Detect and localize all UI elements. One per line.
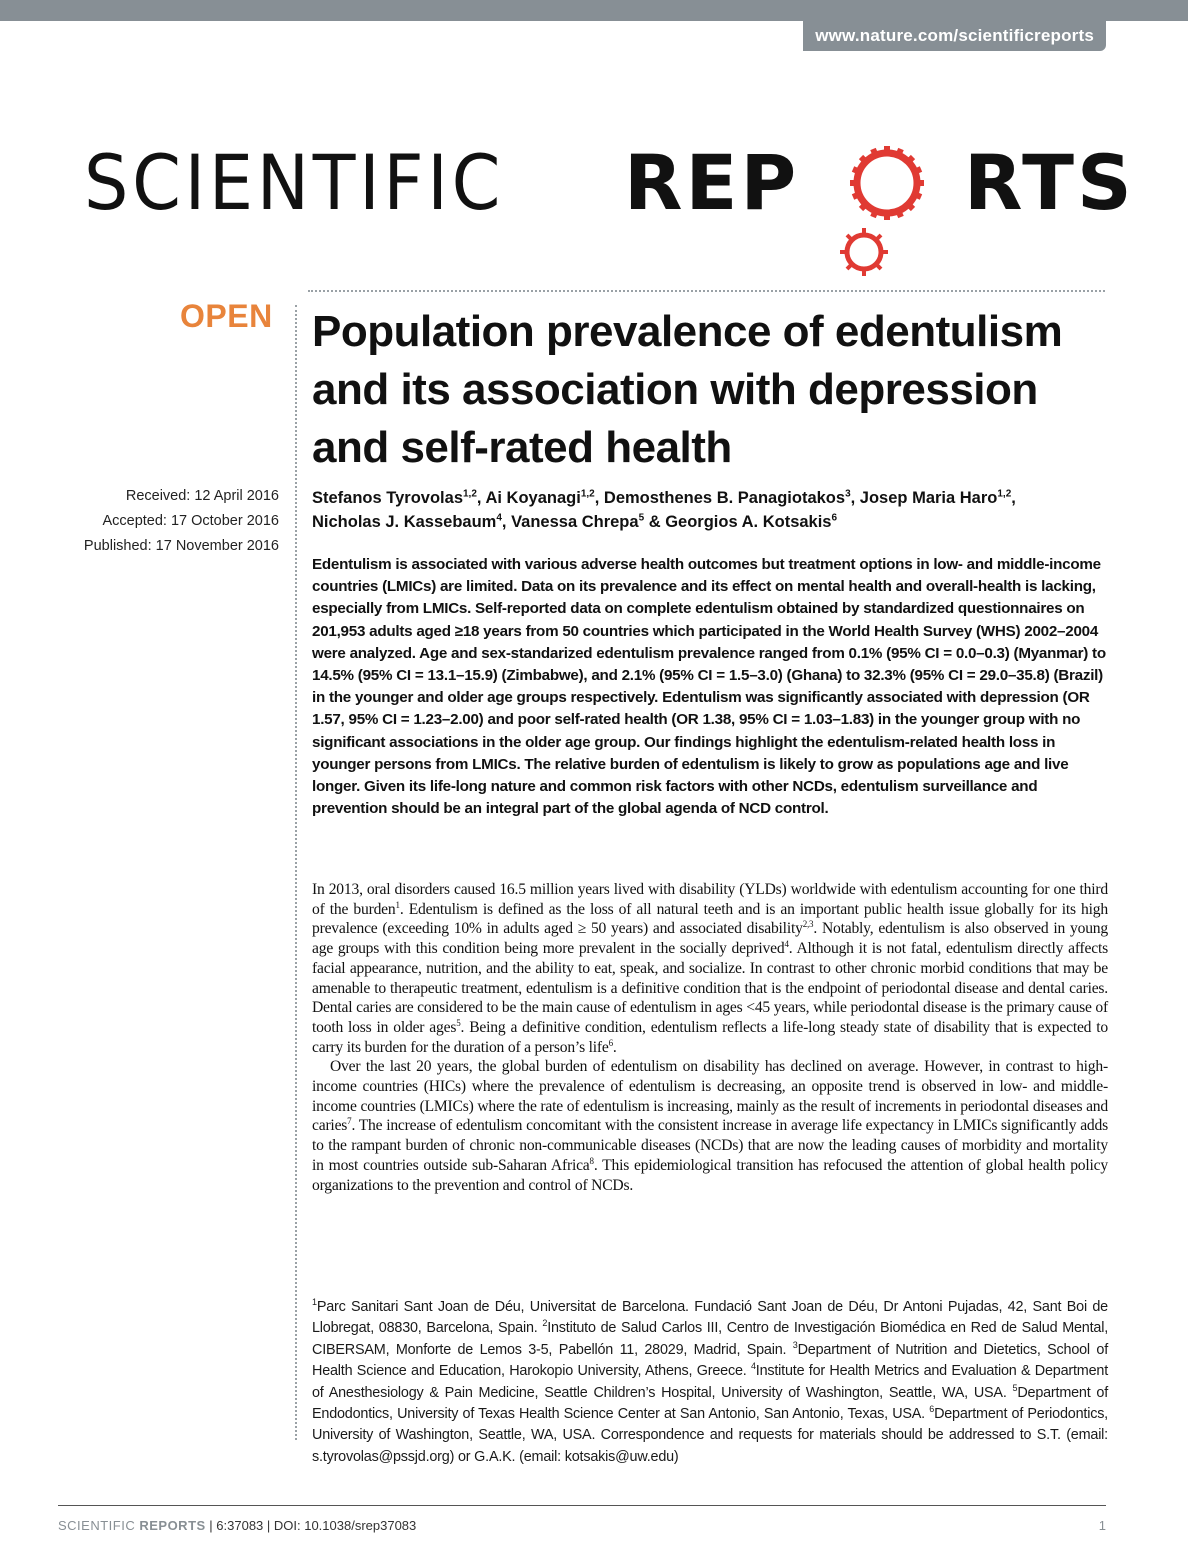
article-title: Population prevalence of edentulism and its association with depression and self-rated health (312, 307, 1063, 472)
affiliation-number: 1 (312, 1297, 317, 1308)
footer-citation: | 6:37083 | DOI: 10.1038/srep37083 (205, 1518, 417, 1533)
citation-ref[interactable]: 8 (589, 1155, 594, 1166)
affiliation-text: Parc Sanitari Sant Joan de Déu, Universitat de Barcelona. Fundació Sant Joan de Déu, Dr Antoni Pujadas, 42, Sant Boi de Llobregat, 08830, Barcelona, Spain. (312, 1299, 1108, 1337)
affiliation-number: 4 (750, 1361, 756, 1372)
received-date: Received: 12 April 2016 (125, 488, 279, 504)
affiliation-text: Institute for Health Metrics and Evaluation & Department of Anesthesiology & Pain Medicine, Seattle Children’s Hospital, University of Washington, Seattle, WA, USA. (312, 1363, 1108, 1401)
body-paragraph: In 2013, oral disorders caused 16.5 million years lived with disability (YLDs) worldwide with edentulism accounting for one third of the burden$^1$. Edentulism is defined as the loss of all natural teeth and is an important public health issue globally for its high prevalence (exceeding 10% in adults aged ≥ 50 years) and associated disability$^{2,3}$. Notably, edentulism is also observed in young age groups with this condition being more prevalent in the socially deprived$^4$. Although it is not fatal, edentulism directly affects facial appearance, nutrition, and the ability to eat, speak, and socialize. In contrast to other chronic morbid conditions that may be amenable to therapeutic treatment, edentulism is a definitive condition that is the endpoint of periodontal disease and dental caries. Dental caries are considered to be the main cause of edentulism in ages <45 years, while periodontal disease is the primary cause of tooth loss in older ages$^5$. Being a definitive condition, edentulism reflects a life-long steady state of disability that is expected to carry its burden for the duration of a person’s life$^6$. (312, 881, 1109, 1056)
top-banner-bar (0, 0, 1188, 21)
author-list: Stefanos Tyrovolas$^{1,2}$, Ai Koyanagi$^{1,2}$, Demosthenes B. Panagiotakos$^3$, Josep Maria Haro$^{1,2}$, Nicholas J. Kassebaum$^4$, Vanessa Chrepa$^5$ & Georgios A. Kotsakis$^6$ (312, 488, 1016, 531)
affiliation-text: Instituto de Salud Carlos III, Centro de Investigación Biomédica en Red de Salud Mental, CIBERSAM, Monforte de Lemos 3-5, Pabellón 11, 28029, Madrid, Spain. (312, 1320, 1108, 1358)
page-number: 1 (1098, 1518, 1106, 1533)
journal-masthead (84, 135, 1135, 230)
citation-ref[interactable]: 7 (347, 1116, 352, 1127)
author-name: Georgios A. Kotsakis (665, 513, 832, 531)
affiliation-text: Department of Nutrition and Dietetics, School of Health Science and Education, Harokopio University, Athens, Greece. (312, 1341, 1108, 1380)
citation-ref[interactable]: 6 (608, 1037, 613, 1048)
affiliation-number: 3 (792, 1340, 798, 1351)
author-affiliation-ref: 5 (638, 512, 645, 524)
body-text (312, 880, 1108, 1195)
author-name: Vanessa Chrepa (511, 513, 639, 531)
masthead-bold-text: REP (624, 138, 800, 227)
affiliations (312, 1297, 1108, 1468)
body-paragraph: Over the last 20 years, the global burden of edentulism on disability has declined on average. However, in contrast to high-income countries (HICs) where the prevalence of edentulism is decreasing, an opposite trend is observed in low- and middle-income countries (LMICs) where the rate of edentulism is increasing, mainly as the result of increments in periodontal diseases and caries$^7$. The increase of edentulism concomitant with the consistent increase in average life expectancy in LMICs significantly adds to the rampant burden of chronic non-communicable diseases (NCDs) that are now the leading causes of morbidity and mortality in most countries outside sub-Saharan Africa$^8$. This epidemiological transition has refocused the attention of global health policy organizations to the prevention and control of NCDs. (312, 1058, 1108, 1194)
published-date: Published: 17 November 2016 (83, 538, 279, 554)
gears-icon (840, 140, 930, 300)
correspondence-text: Correspondence and requests for materials should be addressed to S.T. (email: s.tyrovolas@pssjd.org) or G.A.K. (email: kotsakis@uw.edu) (312, 1427, 1108, 1465)
citation-ref[interactable]: 4 (784, 938, 789, 949)
article-dates (40, 484, 279, 559)
accepted-date: Accepted: 17 October 2016 (102, 513, 279, 529)
author-affiliation-ref: 3 (845, 488, 851, 500)
open-access-badge: OPEN (180, 298, 273, 334)
author-affiliation-ref: 1,2 (463, 488, 477, 500)
footer-rule (58, 1505, 1106, 1506)
author-affiliation-ref: 1,2 (997, 488, 1012, 500)
citation-ref[interactable]: 2,3 (802, 919, 814, 930)
author-name: Nicholas J. Kassebaum (312, 513, 497, 531)
masthead-light-text: SCIENTIFIC (84, 138, 505, 227)
author-affiliation-ref: 4 (496, 512, 502, 524)
column-divider (295, 305, 297, 1440)
header-divider (308, 290, 1105, 292)
abstract: Edentulism is associated with various adverse health outcomes but treatment options in low- and middle-income countries (LMICs) are limited. Data on its prevalence and its effect on mental health and overall-health is lacking, especially from LMICs. Self-reported data on complete edentulism obtained by standardized questionnaires on 201,953 adults aged ≥18 years from 50 countries which participated in the World Health Survey (WHS) 2002–2004 were analyzed. Age and sex-standarized edentulism prevalence ranged from 0.1% (95% CI = 0.0–0.3) (Myanmar) to 14.5% (95% CI = 13.1–15.9) (Zimbabwe), and 2.1% (95% CI = 1.5–3.0) (Ghana) to 32.3% (95% CI = 29.0–35.8) (Brazil) in the younger and older age groups respectively. Edentulism was significantly associated with depression (OR 1.57, 95% CI = 1.23–2.00) and poor self-rated health (OR 1.38, 95% CI = 1.03–1.83) in the younger group with no significant associations in the older age group. Our findings highlight the edentulism-related health loss in younger persons from LMICs. The relative burden of edentulism is likely to grow as populations age and live longer. Given its life-long nature and common risk factors with other NCDs, edentulism surveillance and prevention should be an integral part of the global agenda of NCD control. (312, 556, 1106, 818)
journal-url-link[interactable]: www.nature.com/scientificreports (803, 21, 1106, 51)
author-affiliation-ref: 1,2 (580, 488, 595, 500)
footer-brand-bold: REPORTS (139, 1518, 206, 1533)
affiliation-number: 2 (542, 1318, 548, 1329)
author-name: Ai Koyanagi (485, 489, 581, 507)
author-name: Demosthenes B. Panagiotakos (603, 489, 846, 507)
page-footer (58, 1518, 416, 1533)
masthead-bold-text-end: RTS (964, 138, 1135, 227)
affiliation-text: Department of Periodontics, University of Washington, Seattle, WA, USA. (312, 1406, 1108, 1444)
affiliation-number: 5 (1012, 1382, 1018, 1393)
footer-brand-light: SCIENTIFIC (58, 1518, 140, 1533)
author-name: Josep Maria Haro (859, 489, 998, 507)
affiliation-number: 6 (929, 1404, 935, 1415)
author-affiliation-ref: 6 (831, 512, 838, 524)
citation-ref[interactable]: 5 (456, 1017, 461, 1028)
author-name: Stefanos Tyrovolas (312, 489, 463, 507)
affiliation-text: Department of Endodontics, University of Texas Health Science Center at San Antonio, San Antonio, Texas, USA. (312, 1384, 1108, 1423)
citation-ref[interactable]: 1 (395, 899, 400, 910)
